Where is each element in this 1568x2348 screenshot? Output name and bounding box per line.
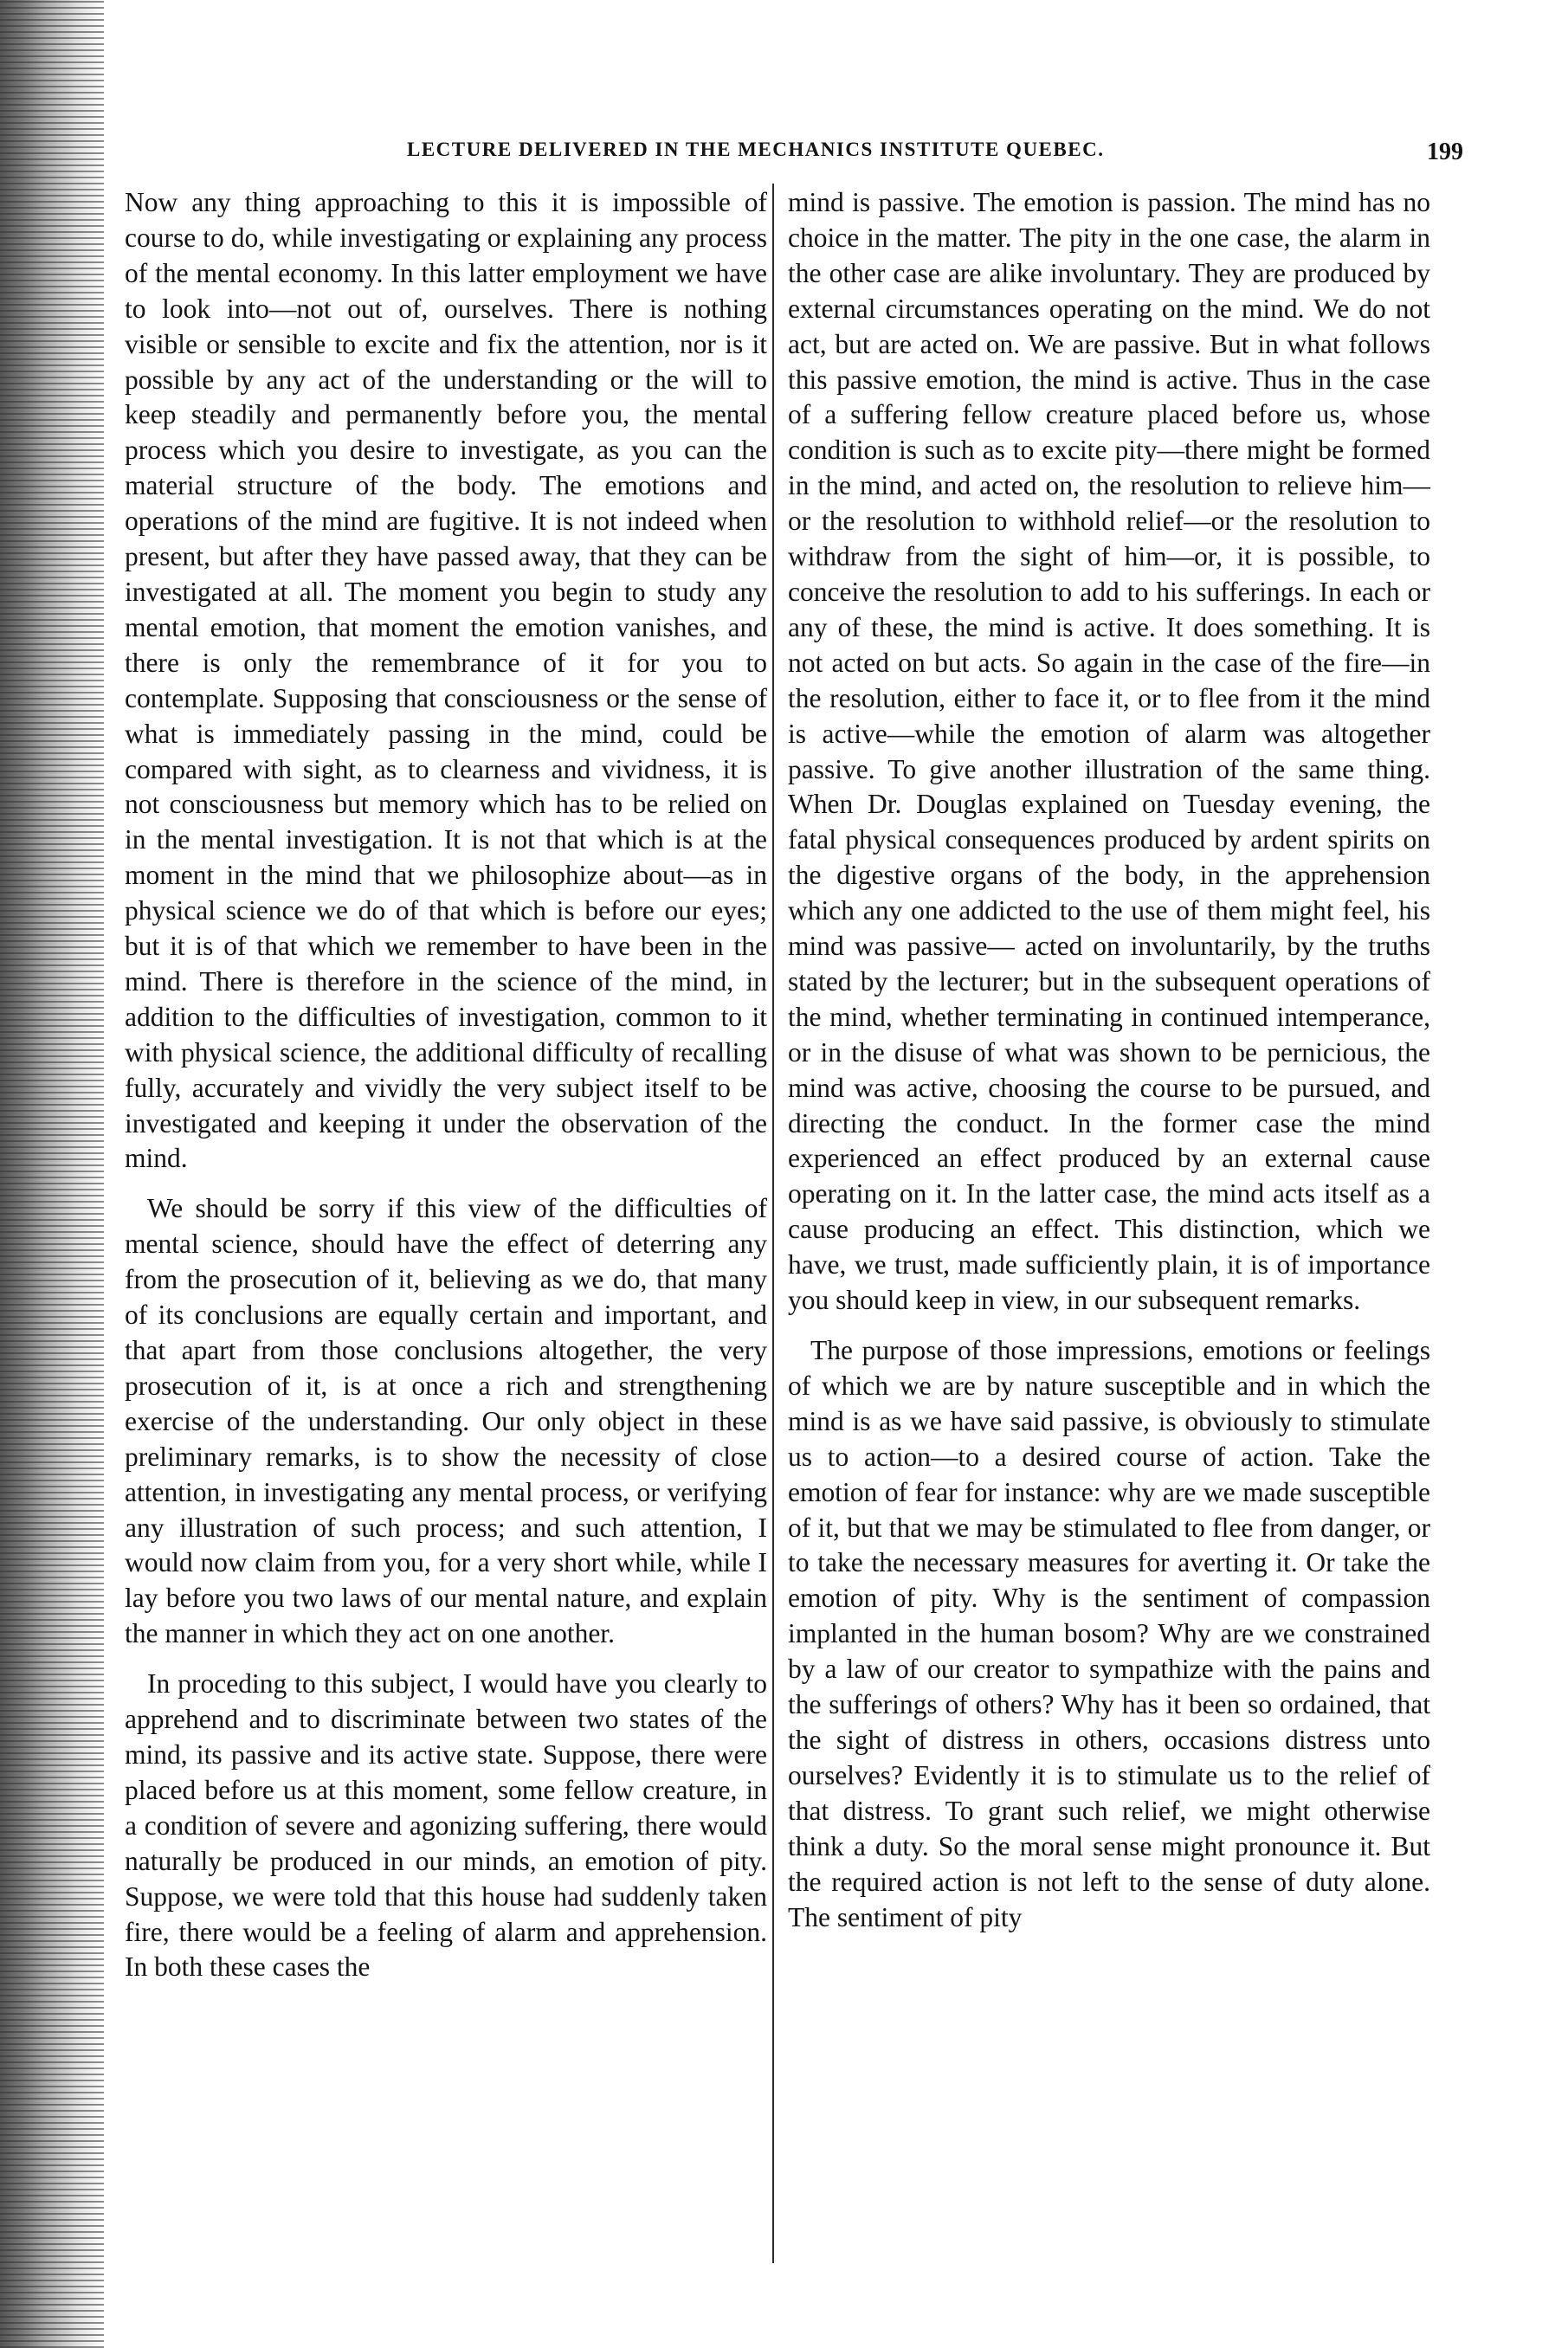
- running-header: [407, 139, 1463, 173]
- page-number: 199: [1427, 139, 1463, 165]
- left-paragraph-2: We should be sorry if this view of the difficulties of mental science, should have the effect of deterring any from the prosecution of it, believing as we do, that many of its conclusions are equally certain and important, and that apart from those conclusions altogether, the very prosecution of it, is at once a rich and strengthening exercise of the understanding. Our only object in these preliminary remarks, is to show the necessity of close attention, in investigating any mental process, or verifying any illustration of such process; and such attention, I would now claim from you, for a very short while, while I lay before you two laws of our mental nature, and explain the manner in which they act on one another.: [125, 1193, 767, 1649]
- right-column: [788, 185, 1430, 1935]
- page-binding-edge: [0, 0, 104, 2348]
- left-column: [125, 185, 767, 1985]
- left-paragraph-1: Now any thing approaching to this it is impossible of course to do, while investigating or explaining any process of the mental economy. In this latter employment we have to look into—not out of, ourselves. There is nothing visible or sensible to excite and fix the attention, nor is it possible by any act of the understanding or the will to keep steadily and permanently before you, the mental process which you desire to investigate, as you can the material structure of the body. The emotions and operations of the mind are fugitive. It is not indeed when present, but after they have passed away, that they can be investigated at all. The moment you begin to study any mental emotion, that moment the emotion vanishes, and there is only the remembrance of it for you to contemplate. Supposing that consciousness or the sense of what is immediately passing in the mind, could be compared with sight, as to clearness and vividness, it is not consciousness but memory which has to be relied on in the mental investigation. It is not that which is at the moment in the mind that we philosophize about—as in physical science we do of that which is before our eyes; but it is of that which we remember to have been in the mind. There is therefore in the science of the mind, in addition to the difficulties of investigation, common to it with physical science, the additional difficulty of recalling fully, accurately and vividly the very subject itself to be investigated and keeping it under the observation of the mind.: [125, 187, 767, 1174]
- left-paragraph-3: In proceding to this subject, I would have you clearly to apprehend and to discriminate between two states of the mind, its passive and its active state. Suppose, there were placed before us at this moment, some fellow creature, in a condition of severe and agonizing suffering, there would naturally be produced in our minds, an emotion of pity. Suppose, we were told that this house had suddenly taken fire, there would be a feeling of alarm and apprehension. In both these cases the: [125, 1668, 767, 1983]
- column-divider: [772, 184, 774, 2263]
- right-paragraph-1: mind is passive. The emotion is passion. The mind has no choice in the matter. The pity in the one case, the alarm in the other case are alike involuntary. They are produced by external circumstances operating on the mind. We do not act, but are acted on. We are passive. But in what follows this passive emotion, the mind is active. Thus in the case of a suffering fellow creature placed before us, whose condition is such as to excite pity—there might be formed in the mind, and acted on, the resolution to relieve him—or the resolution to withhold relief—or the resolution to withdraw from the sight of him—or, it is possible, to conceive the resolution to add to his sufferings. In each or any of these, the mind is active. It does something. It is not acted on but acts. So again in the case of the fire—in the resolution, either to face it, or to flee from it the mind is active—while the emotion of alarm was altogether passive. To give another illustration of the same thing. When Dr. Douglas explained on Tuesday evening, the fatal physical consequences produced by ardent spirits on the digestive organs of the body, in the apprehension which any one addicted to the use of them might feel, his mind was passive— acted on involuntarily, by the truths stated by the lecturer; but in the subsequent operations of the mind, whether terminating in continued intemperance, or in the disuse of what was shown to be pernicious, the mind was active, choosing the course to be pursued, and directing the conduct. In the former case the mind experienced an effect produced by an external cause operating on it. In the latter case, the mind acts itself as a cause producing an effect. This distinction, which we have, we trust, made sufficiently plain, it is of importance you should keep in view, in our subsequent remarks.: [788, 187, 1430, 1316]
- running-title: LECTURE DELIVERED IN THE MECHANICS INSTITUTE QUEBEC.: [407, 139, 1105, 160]
- right-paragraph-2: The purpose of those impressions, emotions or feelings of which we are by nature susceptible and in which the mind is as we have said passive, is obviously to stimulate us to action—to a desired course of action. Take the emotion of fear for instance: why are we made susceptible of it, but that we may be stimulated to flee from danger, or to take the necessary measures for averting it. Or take the emotion of pity. Why is the sentiment of compassion implanted in the human bosom? Why are we constrained by a law of our creator to sympathize with the pains and the sufferings of others? Why has it been so ordained, that the sight of distress in others, occasions distress unto ourselves? Evidently it is to stimulate us to the relief of that distress. To grant such relief, we might otherwise think a duty. So the moral sense might pronounce it. But the required action is not left to the sense of duty alone. The sentiment of pity: [788, 1335, 1430, 1932]
